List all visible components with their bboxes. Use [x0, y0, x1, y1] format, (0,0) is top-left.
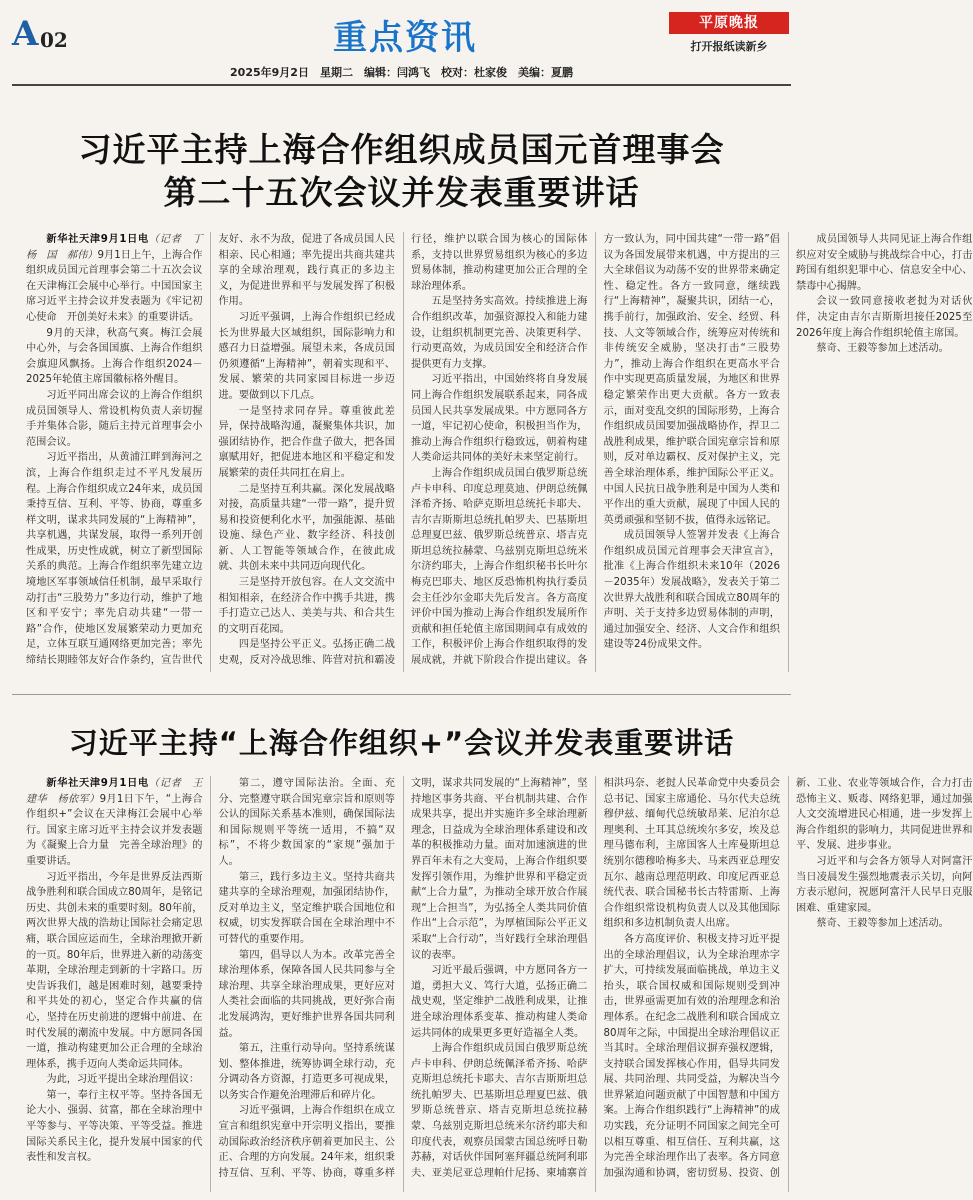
article-2-para: 第一，奉行主权平等。坚持各国无论大小、强弱、贫富，都在全球治理中平等参与、平等决策、平等受益。推进国际关系民主化，提升发展中国家的代表性和发言权。 [26, 1089, 203, 1164]
headline-1-line-2: 第二十五次会议并发表重要讲话 [163, 173, 640, 212]
article-1-para: 五是坚持务实高效。持续推进上海合作组织改革，加强资源投入和能力建设，让组织机制更完善、决策更科学、行动更高效，为成员国安全和经济合作提供更有力支撑。 [411, 296, 588, 370]
article-1-byline: （记者 丁杨 国 郝伟） [26, 234, 203, 261]
article-1-para: 成员国领导人共同见证上海合作组织应对安全威胁与挑战综合中心，打击跨国有组织犯罪中心、信息安全中心、禁毒中心揭牌。 [796, 234, 973, 292]
article-1-body [26, 232, 973, 672]
page-letter: A [12, 14, 38, 54]
article-1-para: 三是坚持开放包容。在人文交流中相知相亲，在经济合作中携手共进，携手打造立己达人、美美与共、和合共生的文明百花园。 [218, 577, 395, 635]
article-1-para: 蔡奇、王毅等参加上述活动。 [816, 343, 949, 355]
article-1-lead: 新华社天津9月1日电 [46, 234, 149, 245]
article-2-para: 蔡奇、王毅等参加上述活动。 [816, 918, 949, 930]
paper-slogan: 打开报纸读新乡 [690, 40, 768, 53]
article-2-para: 新华社天津9月1日电（记者 王建华 杨依军）9月1日下午，“上海合作组织+”会议在天津梅江会展中心举行。国家主席习近平主持会议并发表题为《凝聚上合力量 完善全球治理》的重要讲话。 [26, 778, 203, 867]
article-2-para: 习近平和与会各方领导人对阿富汗当日凌晨发生强烈地震表示关切，向阿方表示慰问，祝愿阿富汗人民早日克服困难、重建家园。 [796, 855, 973, 914]
article-2-para: 习近平强调，上海合作组织在成立宣言和组织宪章中开宗明义指出，要推动国际政治经济秩序朝着更加民主、公正、合理的方向发展。24年来，组织秉持互信、互利、平等、协商，尊重多样文明，谋求共同发展的“上海精神”，坚持地区事务共商、平台机制共建、合作成果共享，提出并实施许多全球治理新理念，日益成为全球治理体系建设和改革的积极推动力量。面对加速演进的世界百年未有之大变局，上海合作组织要发挥引领作用，为维护世界和平稳定贡献“上合力量”，为推动全球开放合作展现“上合担当”，为弘扬全人类共同价值作出“上合示范”，为厚植国际公平正义采取“上合行动”，当好践行全球治理倡议的表率。 [218, 778, 588, 1179]
article-2-body [26, 776, 973, 1192]
header-rule [12, 84, 791, 86]
article-2-para: 为此，习近平提出全球治理倡议： [46, 1074, 200, 1086]
article-2-para: 第五，注重行动导向。坚持系统谋划、整体推进，统筹协调全球行动，充分调动各方资源，打造更多可视成果，以务实合作避免治理滞后和碎片化。 [218, 1043, 395, 1101]
article-1-para: 新华社天津9月1日电（记者 丁杨 国 郝伟）9月1日上午，上海合作组织成员国元首理事会第二十五次会议在天津梅江会展中心举行。中国国家主席习近平主持会议并发表题为《牢记初心使命 开创美好未来》的重要讲话。 [26, 234, 203, 323]
article-2-para: 第三，践行多边主义。坚持共商共建共享的全球治理观，加强团结协作，反对单边主义，坚定维护联合国地位和权威，切实发挥联合国在全球治理中不可替代的重要作用。 [218, 871, 395, 945]
article-1-para: 习近平同出席会议的上海合作组织成员国领导人、常设机构负责人亲切握手并集体合影，随后主持元首理事会小范围会议。 [26, 389, 203, 448]
article-2-para: 第二，遵守国际法治。全面、充分、完整遵守联合国宪章宗旨和原则等公认的国际关系基本准则，确保国际法和国际规则平等统一适用，不搞“双标”，不将少数国家的“家规”强加于人。 [218, 778, 395, 867]
article-1-para: 四是坚持公平正义。弘扬正确二战史观，反对冷战思维、阵营对抗和霸凌行径，维护以联合国为核心的国际体系，支持以世界贸易组织为核心的多边贸易体制，推动构建更加公正合理的全球治理体系。 [218, 234, 588, 667]
headline-1-line-1: 习近平主持上海合作组织成员国元首理事会 [78, 130, 725, 169]
dateline: 2025年9月2日 星期二 编辑：闫鸿飞 校对：杜家俊 美编：夏鹏 [230, 66, 573, 79]
article-1-para: 习近平强调，上海合作组织已经成长为世界最大区域组织，国际影响力和感召力日益增强。展望未来，各成员国仍须遵循“上海精神”，朝着实现和平、发展、繁荣的共同家园目标进一步迈进。要做到以下几点。 [218, 311, 395, 401]
page-number: 02 [40, 28, 68, 52]
article-2-para: 各方高度评价、积极支持习近平提出的全球治理倡议，认为全球治理赤字扩大，可持续发展面临挑战，单边主义抬头，联合国权威和国际规则受到冲击，世界亟需更加有效的治理理念和治理体系。在纪念二战胜利和联合国成立80周年之际，中国提出全球治理倡议正当其时。全球治理倡议摒弃强权逻辑，支持联合国发挥核心作用，倡导共同发展、共同治理、共同受益，为解决当今世界紧迫问题贡献了中国智慧和中国方案。上海合作组织践行“上海精神”的成功实践，充分证明不同国家之间完全可以相互尊重、相互信任、互利共赢，这为完善全球治理作出了表率。各方同意加强沟通和协调，密切贸易、投资、创新、工业、农业等领域合作，合力打击恐怖主义、贩毒、网络犯罪，通过加强人文交流增进民心相通，进一步发挥上海合作组织的影响力，共同促进世界和平、发展、进步事业。 [603, 778, 973, 1179]
article-1-para: 成员国领导人签署并发表《上海合作组织成员国元首理事会天津宣言》，批准《上海合作组织未来10年（2026－2035年）发展战略》，发表关于第二次世界大战胜利和联合国成立80周年的声明、关于支持多边贸易体制的声明，通过加强安全、经济、人文合作和组织建设等24份成果文件。 [603, 530, 780, 651]
article-2-para: 习近平最后强调，中方愿同各方一道，勇担大义、笃行大道，弘扬正确二战史观，坚定维护二战胜利成果，让推进全球治理体系变革、推动构建人类命运共同体的成果更多更好造福全人类。 [411, 965, 588, 1039]
article-2-para: 第四，倡导以人为本。改革完善全球治理体系，保障各国人民共同参与全球治理、共享全球治理成果，更好应对人类社会面临的共同挑战，更好弥合南北发展鸿沟，更好维护世界各国共同利益。 [218, 949, 395, 1039]
article-1-para: 9月的天津，秋高气爽。梅江会展中心外，与会各国国旗、上海合作组织会旗迎风飘扬。上海合作组织2024－2025年轮值主席国徽标格外醒目。 [26, 327, 203, 386]
article-1-para: 习近平指出，从黄浦江畔到海河之滨，上海合作组织走过不平凡发展历程。上海合作组织成立24年来，成员国秉持互信、互利、平等、协商，尊重多样文明，谋求共同发展的“上海精神”，共享机遇，共谋发展，取得一系列开创性成果，历史性成就，树立了新型国际关系的典范。上海合作组织率先建立边境地区军事领域信任机制，最早采取行动打击“三股势力”多边行动，维护了地区和平安宁；率先启动共建“一带一路”合作，使地区发展繁荣动力更加充足，立体互联互通网络更加完善；率先缔结长期睦邻友好合作条约，宣告世代友好、永不为敌，促进了各成员国人民相亲、民心相通；率先提出共商共建共享的全球治理观，践行真正的多边主义，为促进世界和平与发展发挥了积极作用。 [26, 234, 395, 667]
headline-1[interactable] [0, 128, 803, 214]
article-1-para: 上海合作组织成员国白俄罗斯总统卢卡申科、印度总理莫迪、伊朗总统佩泽希齐扬、哈萨克斯坦总统托卡耶夫、吉尔吉斯斯坦总统扎帕罗夫、巴基斯坦总理夏巴兹、俄罗斯总统普京、塔吉克斯坦总统拉赫蒙、乌兹别克斯坦总统米尔济约耶夫，上海合作组织秘书长叶尔梅克巴耶夫、地区反恐怖机构执行委员会主任沙尔金耶夫先后发言。各方高度评价中国为推动上海合作组织发展所作贡献和担任轮值主席国期间卓有成效的工作，积极评价上海合作组织取得的发展成就，并就下阶段合作提出建议。各方一致认为，同中国共建“一带一路”倡议为各国发展带来机遇，中方提出的三大全球倡议为动荡不安的世界带来确定性、稳定性。各方一致同意，继续践行“上海精神”，凝聚共识，团结一心，携手前行，加强政治、安全、经贸、科技、人文等领域合作，统筹应对传统和非传统安全威胁，坚决打击“三股势力”，推动上海合作组织在更高水平合作中实现更高质量发展，为地区和世界稳定繁荣作出更大贡献。各方一致表示，面对变乱交织的国际形势，上海合作组织成员国要加强战略协作，捍卫二战胜利成果，维护联合国宪章宗旨和原则，反对单边霸权、反对保护主义，完善全球治理体系，维护国际公平正义。中国人民抗日战争胜利是中国为人类和平作出的重大贡献，展现了中国人民的英勇顽强和坚韧不拔，值得永远铭记。 [411, 234, 780, 667]
headline-2[interactable]: 习近平主持“上海合作组织+”会议并发表重要讲话 [68, 726, 735, 760]
article-1-para: 二是坚持互利共赢。深化发展战略对接，高质量共建“一带一路”，提升贸易和投资便利化水平，加强能源、基础设施、绿色产业、数字经济、科技创新、人工智能等领域合作，在彼此成就、共创未来中共同迈向现代化。 [218, 483, 395, 573]
article-1-para: 习近平指出，中国始终将自身发展同上海合作组织发展联系起来，同各成员国人民共享发展成果。中方愿同各方一道，牢记初心使命，积极担当作为，推动上海合作组织行稳致远，朝着构建人类命运共同体的美好未来坚定前行。 [411, 374, 588, 464]
paper-logo: 平原晚报 [669, 12, 789, 34]
article-2-byline: （记者 王建华 杨依军） [26, 778, 203, 805]
article-1-para: 一是坚持求同存异。尊重彼此差异，保持战略沟通，凝聚集体共识，加强团结协作，把合作盘子做大，把各国禀赋用好，把促进本地区和平稳定和发展繁荣的责任共同扛在肩上。 [218, 405, 395, 479]
article-2-lead: 新华社天津9月1日电 [46, 778, 149, 789]
article-divider [12, 694, 791, 695]
article-2-para: 习近平指出，今年是世界反法西斯战争胜利和联合国成立80周年，是铭记历史、共创未来的重要时刻。80年前，两次世界大战的浩劫让国际社会痛定思痛，联合国应运而生，全球治理掀开新的一页。80年后，世界进入新的动荡变革期，全球治理走到新的十字路口。历史告诉我们，越是困难时刻，越要秉持和平共处的初心，坚定合作共赢的信心，坚持在历史前进的逻辑中前进、在时代发展的潮流中发展。中方愿同各国一道，推动构建更加公正合理的全球治理体系，携手迈向人类命运共同体。 [26, 871, 203, 1070]
page-header [0, 0, 803, 86]
article-1-para: 会议一致同意接收老挝为对话伙伴，决定由吉尔吉斯斯坦接任2025至2026年度上海合作组织轮值主席国。 [796, 296, 973, 339]
section-title: 重点资讯 [333, 18, 477, 58]
article-2-para: 上海合作组织成员国白俄罗斯总统卢卡申科、伊朗总统佩泽希齐扬、哈萨克斯坦总统托卡耶夫、吉尔吉斯斯坦总统扎帕罗夫、巴基斯坦总理夏巴兹、俄罗斯总统普京、塔吉克斯坦总统拉赫蒙、乌兹别克斯坦总统米尔济约耶夫和印度代表，观察员国蒙古国总统呼日勒苏赫，对话伙伴国阿塞拜疆总统阿利耶夫、亚美尼亚总理帕什尼扬、柬埔寨首相洪玛奈、老挝人民革命党中央委员会总书记、国家主席通伦、马尔代夫总统穆伊兹、缅甸代总统敏昂莱、尼泊尔总理奥利、土耳其总统埃尔多安，埃及总理马德布利，主席国客人土库曼斯坦总统别尔德穆哈梅多夫、马来西亚总理安瓦尔、越南总理范明政、印度尼西亚总统代表、联合国秘书长古特雷斯、上海合作组织常设机构负责人以及其他国际组织和多边机制负责人出席。 [411, 778, 780, 1179]
